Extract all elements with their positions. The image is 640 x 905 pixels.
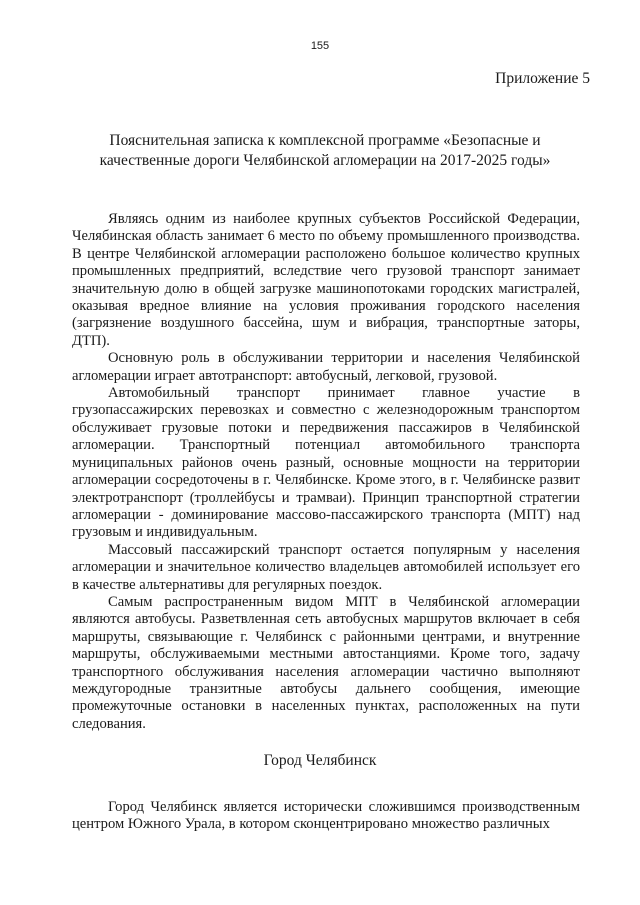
section-body-text [72, 799, 580, 834]
appendix-label: Приложение 5 [495, 70, 590, 87]
paragraph: Являясь одним из наиболее крупных субъектов Российской Федерации, Челябинская область занимает 6 место по объему промышленного производства. В центре Челябинской агломерации расположено большое количество крупных промышленных предприятий, вследствие чего грузовой транспорт занимает значительную долю в общей загрузке машинопотоками городских магистралей, оказывая вредное влияние на условия проживания городского населения (загрязнение воздушного бассейна, шум и вибрация, транспортные заторы, ДТП). [72, 211, 580, 349]
page-number: 155 [310, 40, 330, 52]
paragraph: Массовый пассажирский транспорт остается популярным у населения агломерации и значительное количество владельцев автомобилей использует его в качестве альтернативы для регулярных поездок. [72, 541, 580, 593]
document-title: Пояснительная записка к комплексной программе «Безопасные и качественные дороги Челябинской агломерации на 2017-2025 годы» [99, 132, 551, 169]
paragraph: Основную роль в обслуживании территории и населения Челябинской агломерации играет автотранспорт: автобусный, легковой, грузовой. [72, 350, 580, 384]
section-heading: Город Челябинск [263, 752, 377, 769]
paragraph: Самым распространенным видом МПТ в Челябинской агломерации являются автобусы. Разветвленная сеть автобусных маршрутов включает в себя маршруты, связывающие г. Челябинск с районными центрами, и внутренние маршруты, обслуживаемыми местными автостанциями. Кроме того, задачу транспортного обслуживания населения агломерации частично выполняют междугородные транзитные автобусы дальнего сообщения, имеющие промежуточные остановки в населенных пунктах, расположенных на пути следования. [72, 593, 580, 732]
body-text [72, 211, 580, 733]
paragraph: Автомобильный транспорт принимает главное участие в грузопассажирских перевозках и совместно с железнодорожным транспортом обслуживает грузовые потоки и передвижения пассажиров в Челябинской агломерации. Транспортный потенциал автомобильного транспорта муниципальных районов очень разный, основные мощности на территории агломерации сосредоточены в г. Челябинске. Кроме этого, в г. Челябинске развит электротранспорт (троллейбусы и трамваи). Принцип транспортной стратегии агломерации - доминирование массово-пассажирского транспорта (МПТ) над грузовым и индивидуальным. [72, 385, 580, 541]
paragraph: Город Челябинск является исторически сложившимся производственным центром Южного Урала, в котором сконцентрировано множество различных [72, 799, 580, 833]
